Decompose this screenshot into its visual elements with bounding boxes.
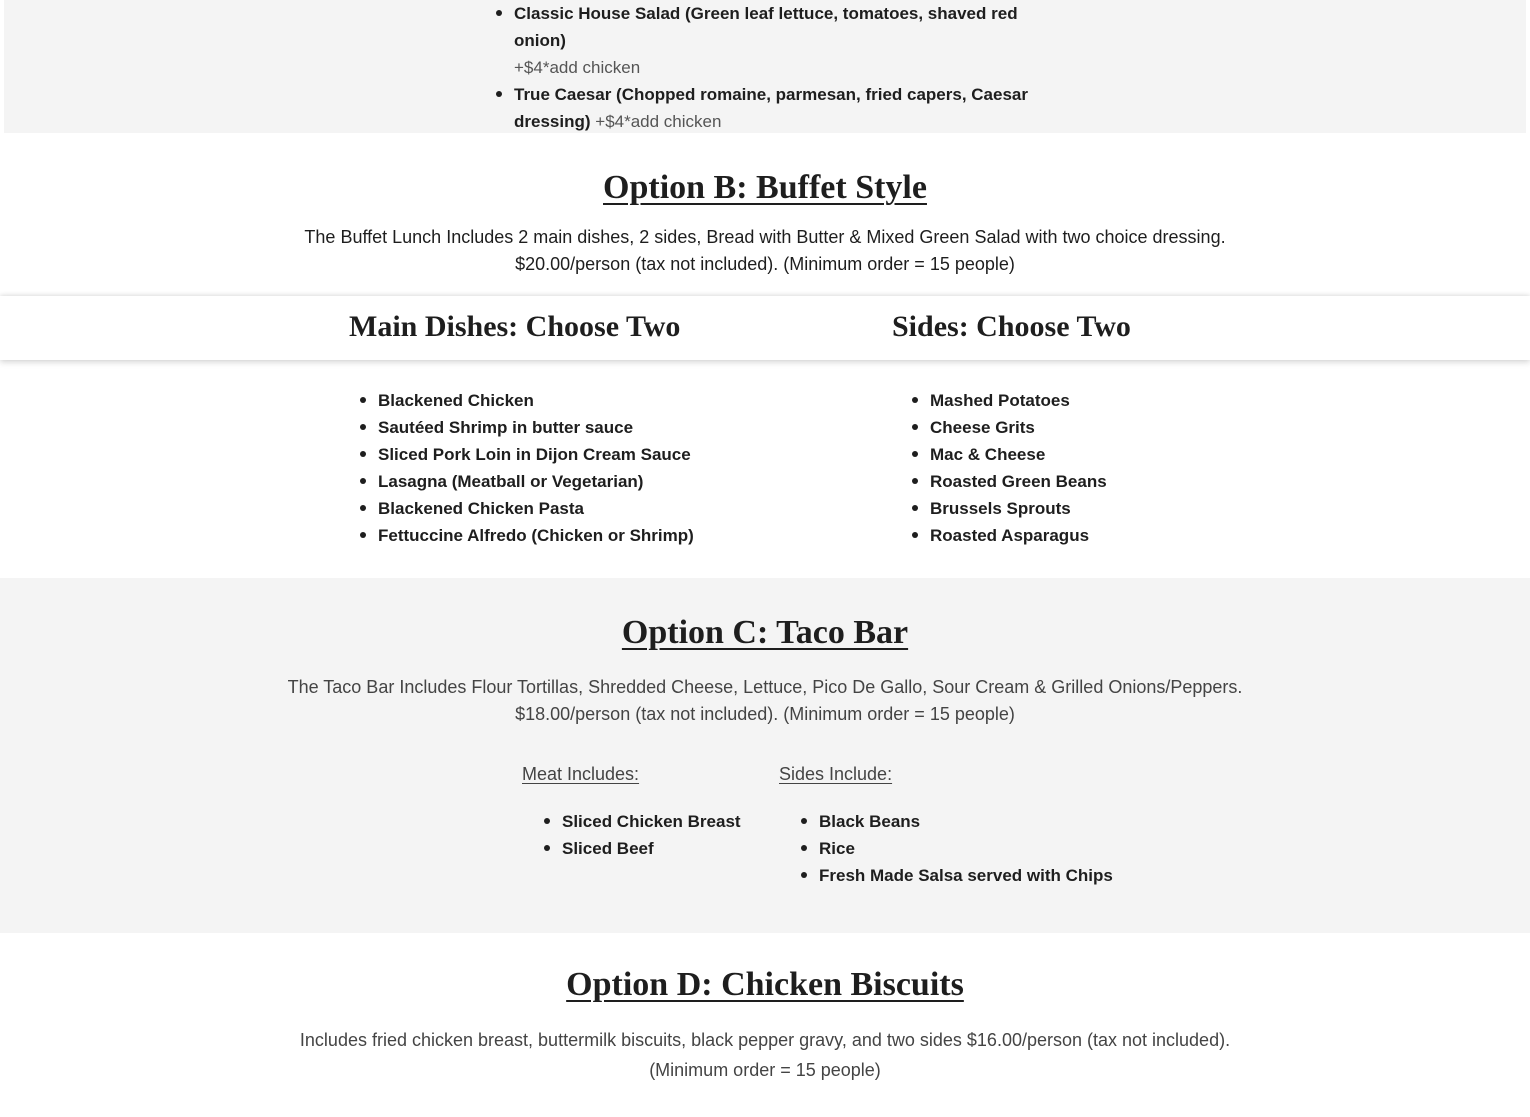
sides-include-heading: Sides Include: — [779, 764, 893, 784]
option-d-description-line1: Includes fried chicken breast, buttermilk biscuits, black pepper gravy, and two sides $16.00/person (tax not included). — [299, 1030, 1231, 1050]
meat-list — [562, 808, 741, 862]
list-item: Roasted Asparagus — [930, 522, 1107, 549]
sides-list — [930, 387, 1107, 549]
list-item — [514, 81, 1074, 135]
list-item — [514, 0, 1074, 81]
option-b-description-line2: $20.00/person (tax not included). (Minimum order = 15 people) — [515, 254, 1015, 274]
list-item: Sliced Beef — [562, 835, 741, 862]
salad-name: Classic House Salad (Green leaf lettuce, tomatoes, shaved red onion) — [514, 4, 1018, 50]
list-item: Black Beans — [819, 808, 1113, 835]
main-dishes-list — [378, 387, 694, 549]
list-item: Brussels Sprouts — [930, 495, 1107, 522]
salad-addon: +$4*add chicken — [514, 58, 641, 77]
list-item: Blackened Chicken — [378, 387, 694, 414]
list-item: Lasagna (Meatball or Vegetarian) — [378, 468, 694, 495]
list-item: Roasted Green Beans — [930, 468, 1107, 495]
option-d-title: Option D: Chicken Biscuits — [566, 966, 964, 1003]
list-item: Fresh Made Salsa served with Chips — [819, 862, 1113, 889]
option-b-title: Option B: Buffet Style — [603, 169, 927, 206]
option-b-section — [0, 133, 1530, 296]
list-item: Mac & Cheese — [930, 441, 1107, 468]
option-d-section — [0, 933, 1530, 1117]
list-item: Fettuccine Alfredo (Chicken or Shrimp) — [378, 522, 694, 549]
list-item: Blackened Chicken Pasta — [378, 495, 694, 522]
salad-addon: +$4*add chicken — [595, 112, 722, 131]
list-item: Sliced Pork Loin in Dijon Cream Sauce — [378, 441, 694, 468]
option-c-section — [0, 578, 1530, 933]
option-b-column-headings — [0, 296, 1530, 360]
taco-sides-list — [819, 808, 1113, 889]
list-item: Cheese Grits — [930, 414, 1107, 441]
list-item: Sautéed Shrimp in butter sauce — [378, 414, 694, 441]
main-dishes-heading: Main Dishes: Choose Two — [349, 310, 681, 343]
option-c-title: Option C: Taco Bar — [621, 614, 909, 651]
sides-heading: Sides: Choose Two — [892, 310, 1131, 343]
option-d-description-line2: (Minimum order = 15 people) — [649, 1060, 881, 1080]
list-item: Rice — [819, 835, 1113, 862]
salad-section — [4, 0, 1526, 133]
option-c-description-line1: The Taco Bar Includes Flour Tortillas, Shredded Cheese, Lettuce, Pico De Gallo, Sour Cream & Grilled Onions/Peppers. — [287, 677, 1243, 697]
salad-name: True Caesar (Chopped romaine, parmesan, fried capers, Caesar dressing) — [514, 85, 1028, 131]
option-c-description-line2: $18.00/person (tax not included). (Minimum order = 15 people) — [515, 704, 1015, 724]
list-item: Mashed Potatoes — [930, 387, 1107, 414]
meat-includes-heading: Meat Includes: — [522, 764, 640, 784]
list-item: Sliced Chicken Breast — [562, 808, 741, 835]
option-b-description-line1: The Buffet Lunch Includes 2 main dishes, 2 sides, Bread with Butter & Mixed Green Salad with two choice dressing. — [304, 227, 1226, 247]
salad-list — [514, 0, 1074, 135]
